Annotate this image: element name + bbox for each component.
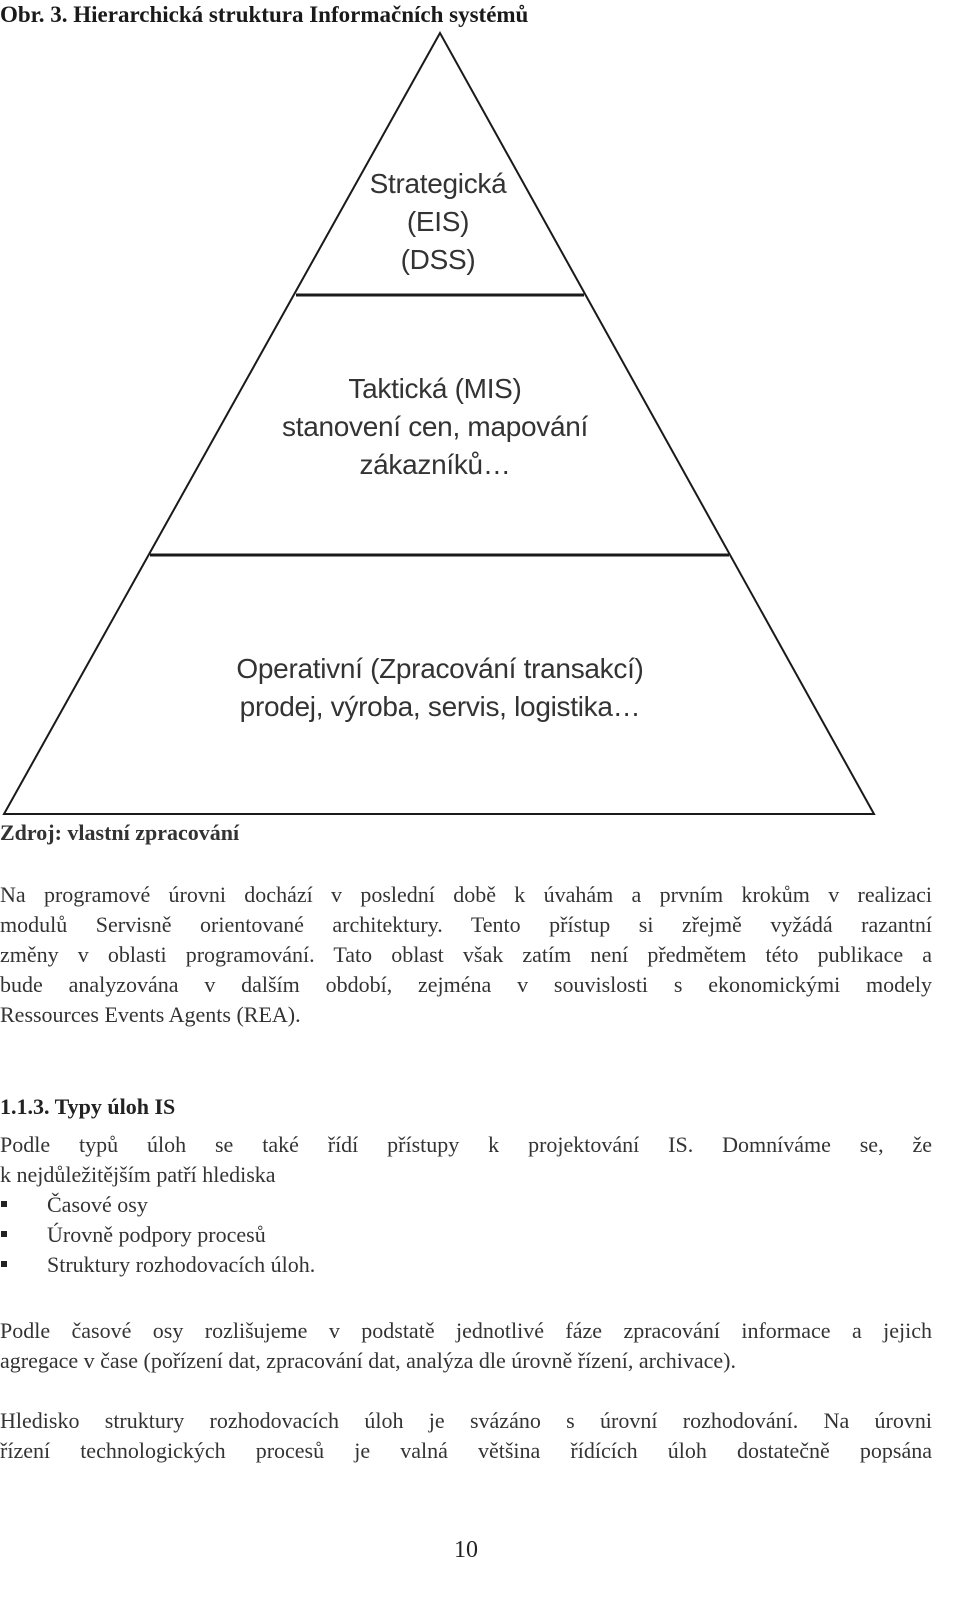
- section-heading: 1.1.3. Typy úloh IS: [0, 1094, 176, 1119]
- paragraph-line: k nejdůležitějším patří hlediska: [0, 1162, 276, 1187]
- paragraph-time-axis: [0, 1316, 932, 1376]
- page-number: 10: [454, 1537, 478, 1563]
- paragraph-line: Podle typů úloh se také řídí přístupy k projektování IS. Domníváme se, že: [0, 1132, 932, 1157]
- paragraph-line: změny v oblasti programování. Tato oblast však zatím není předmětem této publikace a: [0, 942, 932, 967]
- square-bullet-icon: [1, 1231, 7, 1237]
- paragraph-line: bude analyzována v dalším období, zejména v souvislosti s ekonomickými modely: [0, 972, 932, 997]
- square-bullet-icon: [1, 1261, 7, 1267]
- paragraph-line: řízení technologických procesů je valná většina řídících úloh dostatečně popsána: [0, 1438, 932, 1463]
- pyramid-level-tactical: [190, 370, 680, 484]
- level-line: Taktická (MIS): [348, 373, 522, 404]
- paragraph-line: Podle časové osy rozlišujeme v podstatě jednotlivé fáze zpracování informace a jejich: [0, 1318, 932, 1343]
- paragraph-line: agregace v čase (pořízení dat, zpracování dat, analýza dle úrovně řízení, archivace).: [0, 1348, 736, 1373]
- pyramid-level-operative: [100, 650, 780, 726]
- figure-source: Zdroj: vlastní zpracování: [0, 820, 240, 845]
- list-item: [0, 1220, 315, 1250]
- paragraph-soa: [0, 880, 932, 1030]
- square-bullet-icon: [1, 1201, 7, 1207]
- list-item-label: Úrovně podpory procesů: [47, 1222, 266, 1247]
- level-line: Strategická: [369, 168, 507, 199]
- paragraph-line: Hledisko struktury rozhodovacích úloh je svázáno s úrovní rozhodování. Na úrovni: [0, 1408, 932, 1433]
- paragraph-line: modulů Servisně orientované architektury. Tento přístup si zřejmě vyžádá razantní: [0, 912, 932, 937]
- level-line: stanovení cen, mapování: [282, 411, 588, 442]
- list-item-label: Struktury rozhodovacích úloh.: [47, 1252, 316, 1277]
- level-line: Operativní (Zpracování transakcí): [236, 653, 644, 684]
- level-line: prodej, výroba, servis, logistika…: [239, 691, 641, 722]
- paragraph-line: Na programové úrovni dochází v poslední době k úvahám a prvním krokům v realizaci: [0, 882, 932, 907]
- list-item: [0, 1190, 315, 1220]
- level-line: (DSS): [400, 244, 476, 275]
- level-line: zákazníků…: [359, 449, 511, 480]
- bullet-list: [0, 1190, 315, 1280]
- paragraph-decision-structure: [0, 1406, 932, 1466]
- figure-caption: Obr. 3. Hierarchická struktura Informačních systémů: [0, 2, 529, 27]
- list-item-label: Časové osy: [47, 1192, 148, 1217]
- list-item: [0, 1250, 315, 1280]
- pyramid-level-strategic: [300, 165, 576, 279]
- paragraph-task-types: [0, 1130, 932, 1190]
- level-line: (EIS): [406, 206, 470, 237]
- paragraph-line: Ressources Events Agents (REA).: [0, 1002, 301, 1027]
